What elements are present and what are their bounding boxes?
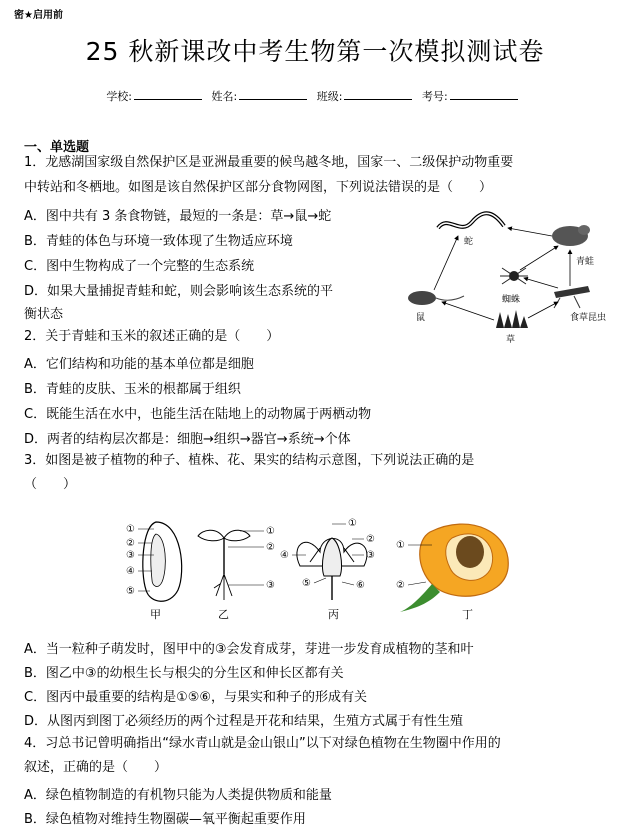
seed-num-5: ⑤	[126, 586, 135, 597]
flower-num-1: ①	[348, 518, 357, 529]
insect-label: 食草昆虫	[570, 313, 607, 323]
plant-structures-figure	[120, 512, 520, 622]
seed-label: 甲	[150, 608, 161, 621]
q1-option-d-line1: D．如果大量捕捉青蛙和蛇，则会影响该生态系统的平	[24, 284, 334, 299]
seed-num-4: ④	[126, 566, 135, 577]
q2-option-d: D．两者的结构层次都是：细胞→组织→器官→系统→个体	[24, 432, 351, 447]
flower-num-4: ④	[280, 550, 289, 561]
school-label: 学校:	[106, 90, 133, 103]
seedling-num-3: ③	[266, 580, 275, 591]
fruit-num-2: ②	[396, 580, 405, 591]
flower-diagram	[280, 518, 375, 621]
q3-stem-line2: （ ）	[24, 477, 77, 492]
mouse-icon	[408, 291, 436, 305]
seed-num-2: ②	[126, 538, 135, 549]
spider-label: 蜘蛛	[502, 295, 521, 305]
q3-stem-line1: 3．如图是被子植物的种子、植株、花、果实的结构示意图，下列说法正确的是	[24, 453, 475, 468]
q3-option-b: B．图乙中③的幼根生长与根尖的分生区和伸长区都有关	[24, 666, 344, 681]
seed-num-1: ①	[126, 524, 135, 535]
q2-option-a: A．它们结构和功能的基本单位都是细胞	[24, 357, 254, 372]
q2-option-c: C．既能生活在水中，也能生活在陆地上的动物属于两栖动物	[24, 407, 372, 422]
seed-num-3: ③	[126, 550, 135, 561]
class-label: 班级:	[316, 90, 343, 103]
snake-label: 蛇	[464, 237, 474, 247]
flower-num-2: ②	[366, 534, 375, 545]
secret-mark: 密★启用前	[14, 10, 63, 21]
q1-option-d-line2: 衡状态	[24, 307, 64, 322]
q1-stem-line1: 1．龙感湖国家级自然保护区是亚洲最重要的候鸟越冬地，国家一、二级保护动物重要	[24, 155, 514, 170]
school-blank	[134, 89, 202, 100]
q4-option-a: A．绿色植物制造的有机物只能为人类提供物质和能量	[24, 788, 332, 803]
exam-number-blank	[450, 89, 518, 100]
flower-num-6: ⑥	[356, 580, 365, 591]
grass-icon	[496, 310, 528, 328]
exam-number-label: 考号:	[421, 90, 448, 103]
flower-num-5: ⑤	[302, 578, 311, 589]
q3-option-d: D．从图丙到图丁必须经历的两个过程是开花和结果，生殖方式属于有性生殖	[24, 714, 464, 729]
seedling-label: 乙	[218, 608, 229, 621]
q3-option-a: A．当一粒种子萌发时，图甲中的③会发育成芽，芽进一步发育成植物的茎和叶	[24, 642, 474, 657]
q3-option-c: C．图丙中最重要的结构是①⑤⑥，与果实和种子的形成有关	[24, 690, 368, 705]
flower-num-3: ③	[366, 550, 375, 561]
name-label: 姓名:	[211, 90, 238, 103]
student-info-row	[0, 88, 630, 104]
q4-stem-line1: 4．习总书记曾明确指出“绿水青山就是金山银山”以下对绿色植物在生物圈中作用的	[24, 736, 501, 751]
grass-label: 草	[506, 335, 516, 345]
mouse-label: 鼠	[416, 313, 426, 323]
q1-option-a: A．图中共有 3 条食物链，最短的一条是：草→鼠→蛇	[24, 209, 332, 224]
fruit-num-1: ①	[396, 540, 405, 551]
grasshopper-icon	[554, 286, 590, 298]
class-blank	[344, 89, 412, 100]
seed-diagram	[126, 522, 182, 621]
q2-option-b: B．青蛙的皮肤、玉米的根都属于组织	[24, 382, 241, 397]
seedling-diagram	[198, 526, 275, 621]
food-web-figure	[398, 206, 620, 346]
frog-label: 青蛙	[576, 257, 595, 267]
q4-option-b: B．绿色植物对维持生物圈碳—氧平衡起重要作用	[24, 812, 306, 827]
q2-stem: 2．关于青蛙和玉米的叙述正确的是（ ）	[24, 329, 280, 344]
q1-option-b: B．青蛙的体色与环境一致体现了生物适应环境	[24, 234, 293, 249]
flower-label: 丙	[328, 608, 339, 621]
q4-stem-line2: 叙述，正确的是（ ）	[24, 760, 168, 775]
exam-title: 25 秋新课改中考生物第一次模拟测试卷	[85, 37, 545, 66]
fruit-label: 丁	[462, 608, 473, 621]
name-blank	[239, 89, 307, 100]
q1-option-c: C．图中生物构成了一个完整的生态系统	[24, 259, 255, 274]
seedling-num-1: ①	[266, 526, 275, 537]
section-title: 一、单选题	[24, 140, 90, 155]
seedling-num-2: ②	[266, 542, 275, 553]
q1-stem-line2: 中转站和冬栖地。如图是该自然保护区部分食物网图，下列说法错误的是（ ）	[24, 180, 493, 195]
peach-fruit-diagram	[396, 524, 508, 621]
